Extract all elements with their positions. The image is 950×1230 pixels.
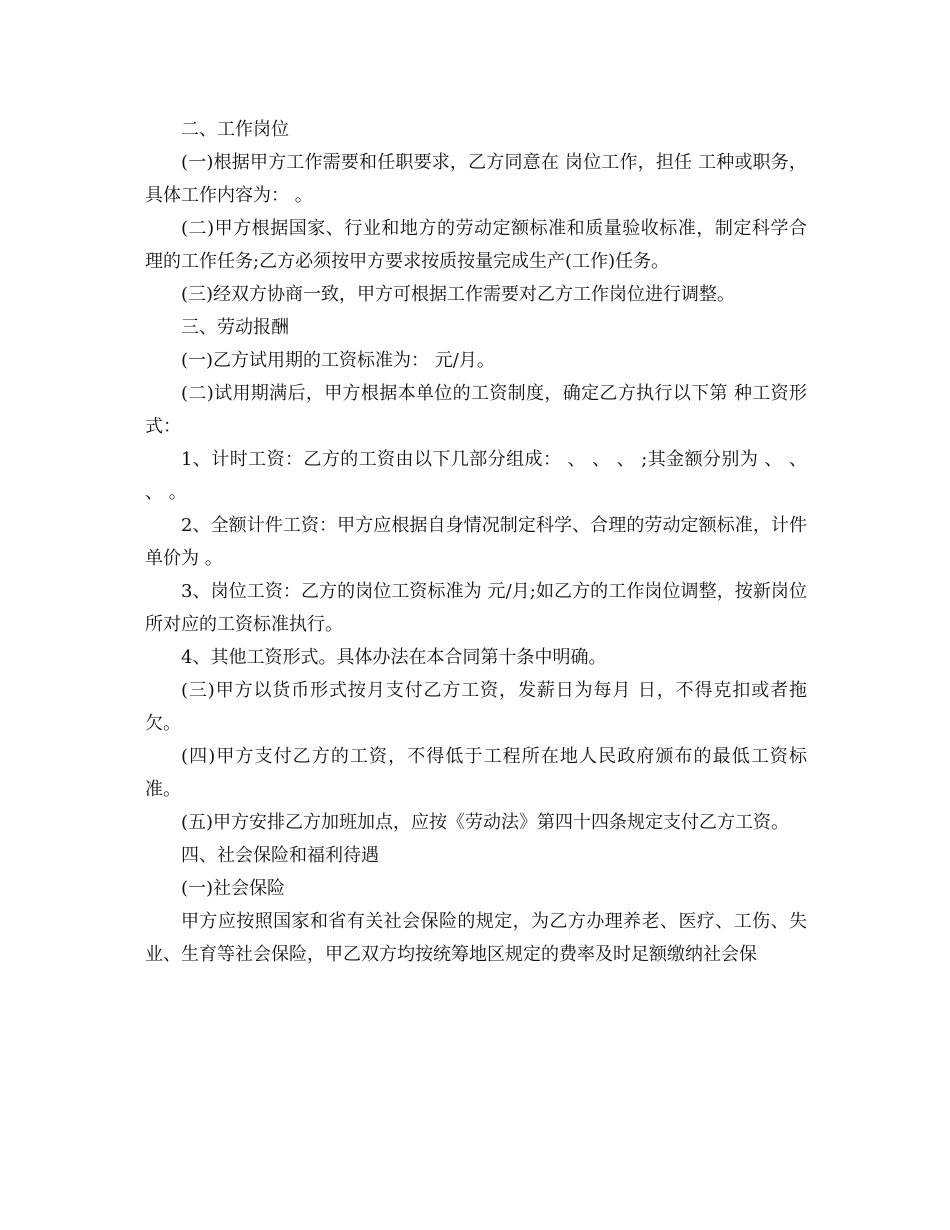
section-heading: 四、社会保险和福利待遇: [181, 845, 379, 866]
paragraph: 1、计时工资：乙方的工资由以下几部分组成： 、 、 、 ;其金额分别为 、 、 、 。: [145, 449, 807, 503]
paragraph: (四)甲方支付乙方的工资，不得低于工程所在地人民政府颁布的最低工资标准。: [145, 746, 807, 800]
paragraph: 甲方应按照国家和省有关社会保险的规定，为乙方办理养老、医疗、工伤、失业、生育等社会保险，甲乙双方均按统筹地区规定的费率及时足额缴纳社会保: [145, 911, 807, 965]
paragraph: (二)甲方根据国家、行业和地方的劳动定额标准和质量验收标准，制定科学合理的工作任务;乙方必须按甲方要求按质按量完成生产(工作)任务。: [145, 218, 807, 272]
paragraph: (五)甲方安排乙方加班加点，应按《劳动法》第四十四条规定支付乙方工资。: [181, 812, 790, 833]
paragraph: 2、全额计件工资：甲方应根据自身情况制定科学、合理的劳动定额标准，计件单价为 。: [145, 515, 807, 569]
paragraph: (三)甲方以货币形式按月支付乙方工资，发薪日为每月 日，不得克扣或者拖欠。: [145, 680, 807, 734]
section-heading: 三、劳动报酬: [181, 317, 289, 338]
section-heading: 二、工作岗位: [181, 119, 289, 140]
subsection-heading: (一)社会保险: [181, 878, 286, 899]
paragraph: 3、岗位工资：乙方的岗位工资标准为 元/月;如乙方的工作岗位调整，按新岗位所对应的工资标准执行。: [145, 581, 807, 635]
paragraph: (三)经双方协商一致，甲方可根据工作需要对乙方工作岗位进行调整。: [181, 284, 736, 305]
document-body: [145, 113, 807, 971]
paragraph: (二)试用期满后，甲方根据本单位的工资制度，确定乙方执行以下第 种工资形式：: [145, 383, 807, 437]
paragraph: (一)根据甲方工作需要和任职要求，乙方同意在 岗位工作，担任 工种或职务，具体工作内容为： 。: [145, 152, 807, 206]
paragraph: (一)乙方试用期的工资标准为： 元/月。: [181, 350, 495, 371]
paragraph: 4、其他工资形式。具体办法在本合同第十条中明确。: [181, 647, 607, 668]
